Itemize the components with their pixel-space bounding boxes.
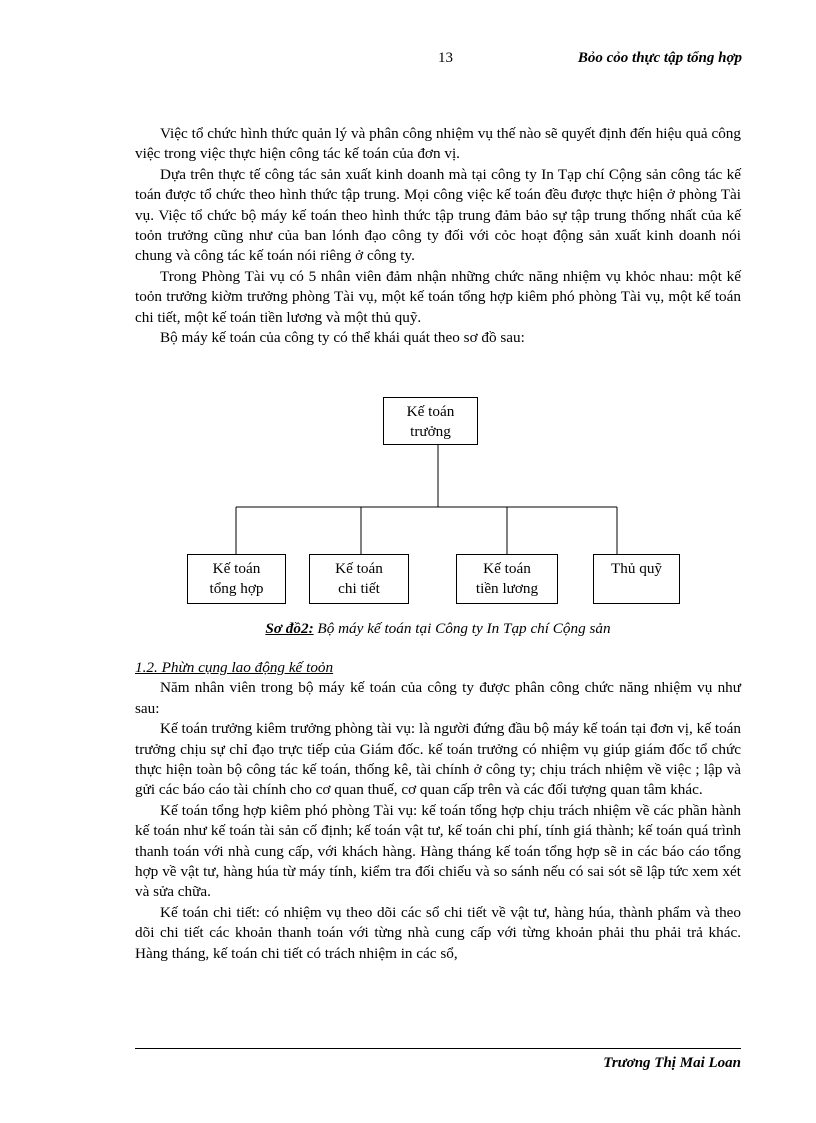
node-general-accountant bbox=[187, 554, 286, 604]
paragraph: Kế toán chi tiết: có nhiệm vụ theo dõi các sổ chi tiết về vật tư, hàng húa, thành phẩm và theo dõi chi tiết các khoản thanh toán với từng nhà cung cấp với từng khoản phải thu phải trả khác. Hàng tháng, kế toán chi tiết có trách nhiệm in các sổ, bbox=[135, 903, 741, 962]
caption-text: Bộ máy kế toán tại Công ty In Tạp chí Cộng sản bbox=[313, 620, 611, 637]
section-heading: 1.2. Phừn cụng lao động kế toỏn bbox=[135, 659, 334, 676]
node-label: tiền lương bbox=[475, 580, 539, 597]
footer-author: Trương Thị Mai Loan bbox=[603, 1055, 741, 1071]
caption-label: Sơ đồ2: bbox=[265, 620, 314, 637]
node-salary-accountant bbox=[456, 554, 558, 604]
org-chart bbox=[135, 397, 741, 607]
section-1-2 bbox=[135, 658, 741, 964]
node-label: chi tiết bbox=[338, 580, 380, 597]
paragraph: Kế toán trưởng kiêm trưởng phòng tài vụ: là người đứng đầu bộ máy kế toán tại đơn vị, kế toán trưởng chịu sự chỉ đạo trực tiếp của Giám đốc. kế toán trưởng có nhiệm vụ giúp giám đốc tổ chức thực hiện toàn bộ công tác kế toán, thống kê, tài chính ở công ty; chịu trách nhiệm về việc ; lập và gửi các báo cáo tài chính cho cơ quan thuế, cơ quan cấp trên và các đối tượng quan tâm khác. bbox=[135, 720, 741, 799]
node-detail-accountant bbox=[309, 554, 409, 604]
paragraph: Dựa trên thực tế công tác sản xuất kinh doanh mà tại công ty In Tạp chí Cộng sản công tác kế toán được tổ chức theo hình thức tập trung. Mọi công việc kế toán đều được thực hiện ở phòng Tài vụ. Việc tổ chức bộ máy kế toán theo hình thức tập trung đảm bảo sự tập trung thống nhất của kế toỏn trưởng cũng như của ban lónh đạo công ty đối với cỏc hoạt động sản xuất kinh doanh nói chung và công tác kế toán nói riêng ở công ty. bbox=[135, 165, 741, 265]
paragraph: Việc tổ chức hình thức quản lý và phân công nhiệm vụ thế nào sẽ quyết định đến hiệu quả công việc trong việc thực hiện công tác kế toán của đơn vị. bbox=[135, 125, 741, 163]
report-title: Bỏo cỏo thực tập tổng hợp bbox=[577, 50, 742, 66]
page-number: 13 bbox=[438, 50, 453, 66]
paragraph: Bộ máy kế toán của công ty có thể khái quát theo sơ đồ sau: bbox=[160, 329, 525, 347]
node-label: trưởng bbox=[410, 423, 451, 440]
figure-caption bbox=[135, 620, 741, 638]
paragraph: Năm nhân viên trong bộ máy kế toán của công ty được phân công chức năng nhiệm vụ như sau: bbox=[135, 679, 741, 717]
node-label: Kế toán bbox=[335, 560, 383, 577]
node-label: tổng hợp bbox=[209, 580, 264, 597]
paragraph: Trong Phòng Tài vụ có 5 nhân viên đảm nhận những chức năng nhiệm vụ khỏc nhau: một kế toỏn trưởng kiờm trưởng phòng Tài vụ, một kế toán tổng hợp kiêm phó phòng Tài vụ, một kế toán chi tiết, một kế toán tiền lương và một thủ quỹ. bbox=[135, 267, 741, 326]
node-label: Kế toán bbox=[406, 403, 455, 420]
paragraph: Kế toán tổng hợp kiêm phó phòng Tài vụ: kế toán tổng hợp chịu trách nhiệm về các phần hành kế toán như kế toán tài sản cố định; kế toán vật tư, kế toán chi phí, tính giá thành; kế toán quá trình thanh toán với nhà cung cấp, với khách hàng. Hàng tháng kế toán tổng hợp sẽ in các báo cáo tổng hợp về vật tư, hàng húa từ máy tính, kiểm tra đối chiếu và so sánh nếu có sai sót sẽ lập tức xem xét và sửa chữa. bbox=[135, 801, 741, 901]
node-label: Kế toán bbox=[483, 560, 531, 577]
node-label: Thủ quỹ bbox=[610, 560, 663, 577]
intro-text bbox=[135, 124, 741, 348]
footer-divider bbox=[135, 1048, 741, 1049]
node-label: Kế toán bbox=[212, 560, 261, 577]
node-treasurer bbox=[593, 554, 680, 604]
node-chief-accountant bbox=[383, 397, 478, 445]
page-header bbox=[135, 50, 742, 76]
